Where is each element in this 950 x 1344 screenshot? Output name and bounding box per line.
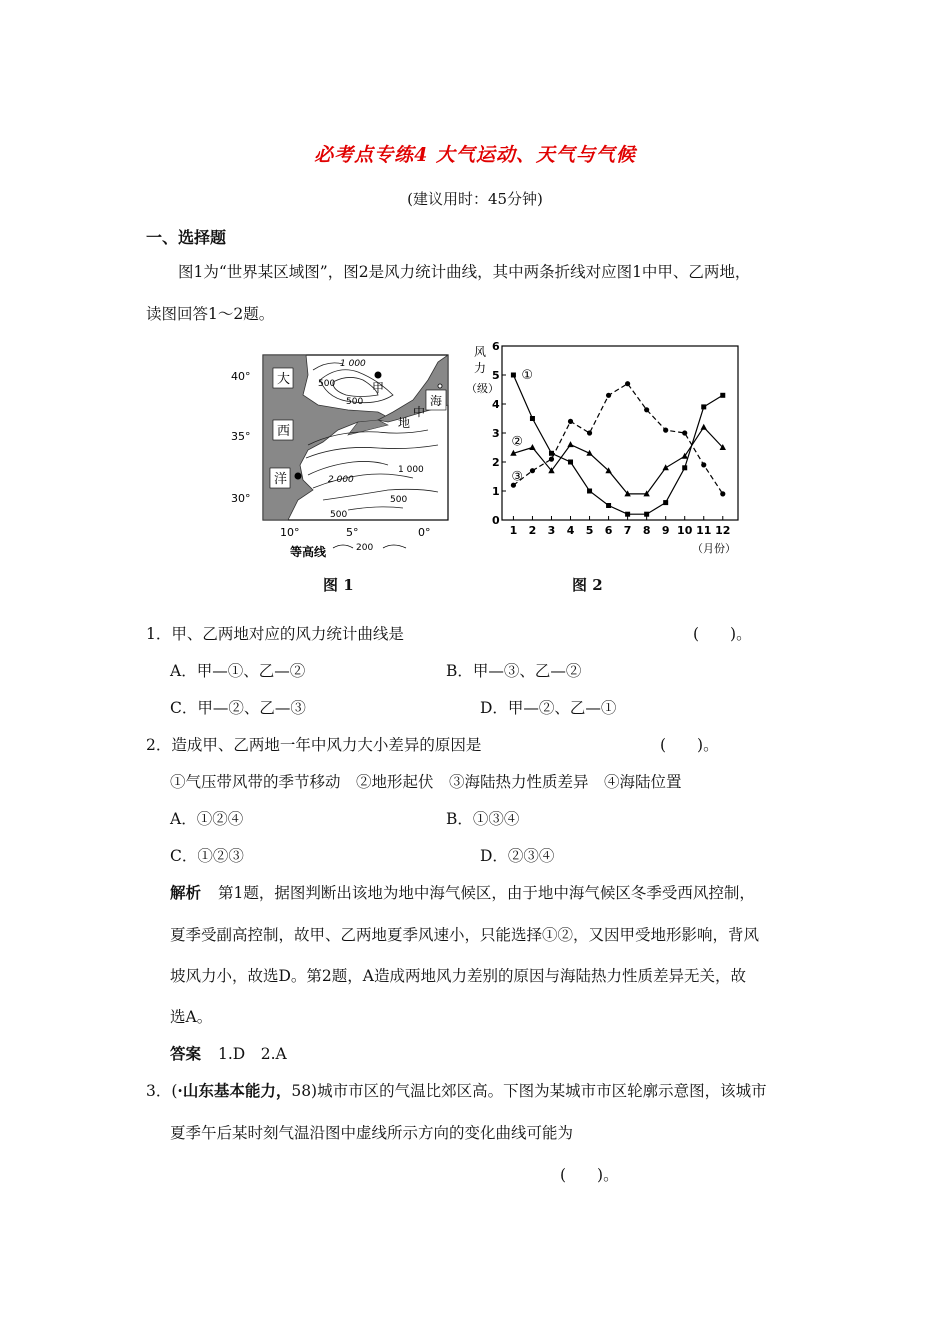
xlabel: （月份） — [692, 542, 736, 555]
data-point — [530, 468, 535, 473]
q3-prefix: 3．( — [146, 1082, 178, 1100]
lat-label: 35° — [231, 430, 251, 443]
ylabel-char: 风 — [474, 345, 487, 359]
series-label: ② — [511, 434, 524, 450]
data-point — [625, 512, 630, 517]
q1-option-a: A．甲—①、乙—② — [170, 662, 306, 680]
lon-label: 5° — [346, 526, 359, 539]
page-title: 必考点专练4 大气运动、天气与气候 — [314, 144, 636, 166]
data-point — [606, 503, 611, 508]
answer-label: 答案 — [170, 1044, 202, 1063]
lon-label: 10° — [280, 526, 300, 539]
q3-blank: ( )。 — [560, 1166, 619, 1184]
ylabel-char: 力 — [474, 361, 487, 375]
map-label: 甲 — [372, 381, 385, 395]
data-point — [530, 416, 535, 421]
x-tick-label: 8 — [642, 524, 651, 537]
map-label: 海 — [430, 394, 443, 408]
lat-label: 30° — [231, 492, 251, 505]
x-tick-label: 2 — [528, 524, 537, 537]
contour-label: 500 — [346, 397, 364, 407]
q2-option-a: A．①②④ — [170, 810, 244, 828]
y-tick-label: 2 — [492, 456, 500, 469]
lat-label: 40° — [231, 370, 251, 383]
q1-stem: 1．甲、乙两地对应的风力统计曲线是 — [146, 625, 404, 643]
series-label: ③ — [511, 469, 524, 485]
legend-label: 等高线 — [290, 545, 327, 559]
data-point — [511, 373, 516, 378]
contour-label: 500 — [318, 379, 336, 389]
data-point — [587, 489, 592, 494]
data-point — [663, 428, 668, 433]
x-tick-label: 6 — [604, 524, 613, 537]
data-point — [568, 419, 573, 424]
q3-line-1 — [146, 1079, 767, 1101]
contour-label: 1 000 — [340, 359, 366, 369]
yi-point-icon — [295, 473, 302, 480]
x-tick-label: 5 — [585, 524, 594, 537]
data-point — [720, 491, 725, 496]
q1-option-b: B．甲—③、乙—② — [446, 662, 582, 680]
jia-point-icon — [375, 372, 382, 379]
section-heading: 一、选择题 — [146, 228, 227, 247]
q2-option-d: D．②③④ — [480, 847, 555, 865]
y-tick-label: 5 — [492, 369, 500, 382]
time-hint: (建议用时：45分钟) — [407, 190, 543, 208]
x-tick-label: 12 — [715, 524, 731, 537]
data-point — [606, 393, 611, 398]
data-point — [644, 407, 649, 412]
x-tick-label: 7 — [623, 524, 632, 537]
x-tick-label: 10 — [677, 524, 693, 537]
y-tick-label: 6 — [492, 340, 500, 353]
figure-2-caption: 图 2 — [572, 576, 603, 594]
data-point — [720, 393, 725, 398]
q3-line-2: 夏季午后某时刻气温沿图中虚线所示方向的变化曲线可能为 — [170, 1124, 574, 1142]
contour-label: 500 — [390, 495, 408, 505]
data-point — [568, 460, 573, 465]
analysis-line-3: 坡风力小，故选D。第2题，A造成两地风力差别的原因与海陆热力性质差异无关，故 — [170, 967, 746, 985]
answer-text: 1.D 2.A — [218, 1045, 287, 1063]
intro-line-2: 读图回答1～2题。 — [146, 305, 275, 323]
x-tick-label: 11 — [696, 524, 712, 537]
data-point — [701, 462, 706, 467]
data-point — [625, 381, 630, 386]
region-map — [228, 350, 460, 575]
data-point — [663, 500, 668, 505]
map-label: 大 — [277, 372, 291, 387]
contour-label: 2 000 — [328, 475, 354, 485]
q1-option-c: C．甲—②、乙—③ — [170, 699, 306, 717]
map-label: 地 — [398, 416, 411, 430]
x-tick-label: 4 — [566, 524, 575, 537]
q2-option-b: B．①③④ — [446, 810, 520, 828]
data-point — [587, 430, 592, 435]
contour-label: 1 000 — [398, 465, 424, 475]
map-label: 洋 — [274, 472, 288, 487]
x-tick-label: 1 — [509, 524, 518, 537]
x-tick-label: 9 — [661, 524, 670, 537]
q2-blank: ( )。 — [660, 736, 719, 754]
analysis-line-2: 夏季受副高控制，故甲、乙两地夏季风速小，只能选择①②，又因甲受地形影响，背风 — [170, 926, 760, 944]
lon-label: 0° — [418, 526, 431, 539]
map-label: 西 — [277, 424, 291, 439]
q1-option-d: D．甲—②、乙—① — [480, 699, 617, 717]
q2-items: ①气压带风带的季节移动 ②地形起伏 ③海陆热力性质差异 ④海陆位置 — [170, 773, 682, 791]
q2-option-c: C．①②③ — [170, 847, 244, 865]
y-tick-label: 1 — [492, 485, 500, 498]
q2-stem: 2．造成甲、乙两地一年中风力大小差异的原因是 — [146, 736, 482, 754]
series-label: ① — [521, 368, 534, 383]
data-point — [682, 465, 687, 470]
ylabel-unit: （级） — [466, 382, 499, 395]
analysis-line-1: 第1题，据图判断出该地为地中海气候区，由于地中海气候区冬季受西风控制， — [218, 884, 755, 902]
analysis-label: 解析 — [170, 883, 202, 902]
y-tick-label: 3 — [492, 427, 500, 440]
map-label: 中 — [413, 405, 426, 419]
data-point — [682, 430, 687, 435]
q3-source: ·山东基本能力， — [177, 1081, 292, 1100]
x-tick-label: 3 — [547, 524, 556, 537]
analysis-line-4: 选A。 — [170, 1008, 213, 1026]
legend-value: 200 — [356, 543, 374, 553]
wind-chart — [466, 340, 746, 562]
data-point — [701, 404, 706, 409]
contour-label: 500 — [330, 510, 348, 520]
intro-line-1: 图1为“世界某区域图”，图2是风力统计曲线，其中两条折线对应图1中甲、乙两地， — [178, 263, 751, 281]
data-point — [549, 457, 554, 462]
q3-line-1-rest: 58)城市市区的气温比郊区高。下图为某城市市区轮廓示意图，该城市 — [291, 1082, 767, 1100]
figure-1-caption: 图 1 — [323, 576, 354, 594]
y-tick-label: 4 — [492, 398, 500, 411]
q1-blank: ( )。 — [693, 625, 752, 643]
y-tick-label: 0 — [492, 514, 500, 527]
data-point — [644, 512, 649, 517]
